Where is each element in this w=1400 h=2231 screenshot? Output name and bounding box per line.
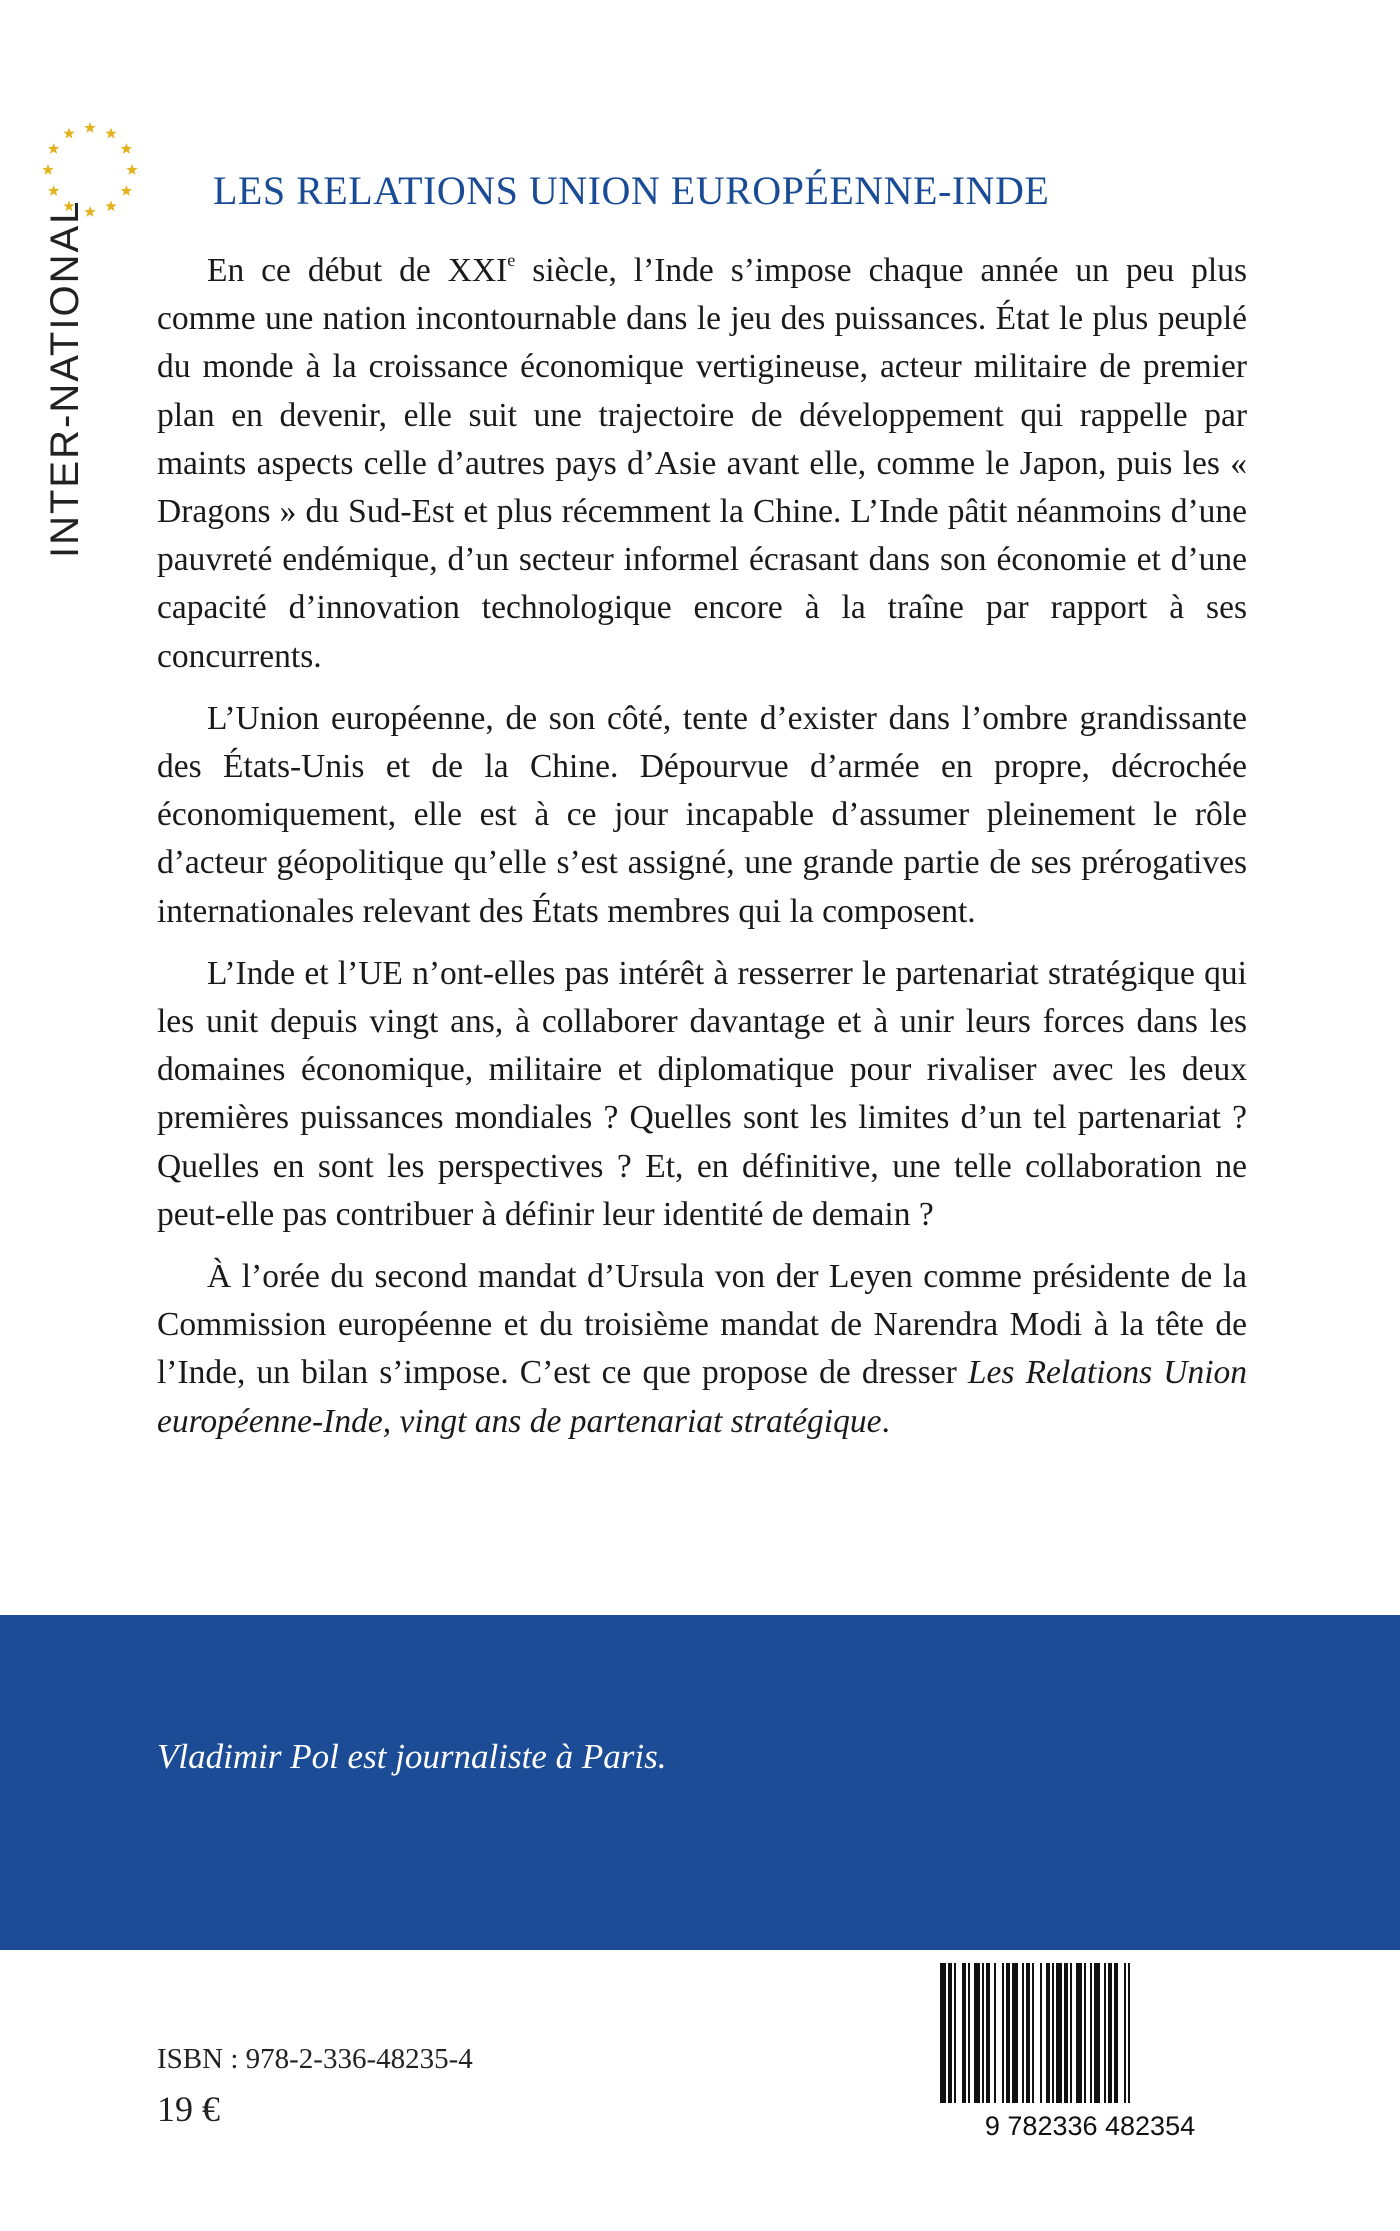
barcode-bar (1094, 1963, 1100, 2103)
barcode-bar (1114, 1963, 1118, 2103)
eu-star (126, 164, 137, 175)
barcode-bar (940, 1963, 946, 2103)
barcode-bar (954, 1963, 956, 2103)
barcode-bar (1076, 1963, 1082, 2103)
barcode-bar (974, 1963, 980, 2103)
eu-star (63, 128, 74, 139)
barcode-bar (1032, 1963, 1034, 2103)
barcode-bar (1046, 1963, 1050, 2103)
barcode-bar (962, 1963, 966, 2103)
author-note: Vladimir Pol est journaliste à Paris. (157, 1737, 667, 1776)
barcode-bar (994, 1963, 996, 2103)
paragraph-1: En ce début de XXIe siècle, l’Inde s’impose chaque année un peu plus comme une nation incontournable dans le jeu des puissances. État le plus peuplé du monde à la croissance économique vertigineuse, acteur militaire de premier plan en devenir, elle suit une trajectoire de développement qui rappelle par maints aspects celle d’autres pays d’Asie avant elle, comme le Japon, puis les « Dragons » du Sud-Est et plus récemment la Chine. L’Inde pâtit néanmoins d’une pauvreté endémique, d’un secteur informel écrasant dans son économie et d’une capacité d’innovation technologique encore à la traîne par rapport à ses concurrents. (157, 250, 1248, 675)
barcode-bar (982, 1963, 984, 2103)
barcode-bar (1026, 1963, 1030, 2103)
century-superscript: e (507, 250, 516, 270)
barcode-bar (1012, 1963, 1018, 2103)
barcode-bar (1128, 1963, 1130, 2103)
book-title-heading: LES RELATIONS UNION EUROPÉENNE-INDE (213, 168, 1050, 213)
eu-star (105, 128, 116, 139)
barcode-bar (1064, 1963, 1068, 2103)
barcode-bar (1124, 1963, 1126, 2103)
barcode-bar (1052, 1963, 1054, 2103)
paragraph-4: À l’orée du second mandat d’Ursula von der Leyen comme présidente de la Commission européenne et du troisième mandat de Narendra Modi à la tête de l’Inde, un bilan s’impose. C’est ce que propose de dresser Les Relations Union européenne-Inde, vingt ans de partenariat stratégique. (157, 1258, 1248, 1440)
eu-star (48, 185, 59, 196)
barcode-bar (1040, 1963, 1042, 2103)
barcode-icon (938, 1963, 1243, 2138)
series-name: INTER-NATIONAL (43, 199, 87, 558)
paragraph-3: L’Inde et l’UE n’ont-elles pas intérêt à resserrer le partenariat stratégique qui les unit depuis vingt ans, à collaborer davantage et à unir leurs forces dans les domaines économique, militaire et diplomatique pour rivaliser avec les deux premières puissances mondiales ? Quelles sont les limites d’un tel partenariat ? Quelles en sont les perspectives ? Et, en définitive, une telle collaboration ne peut-elle pas contribuer à définir leur identité de demain ? (157, 954, 1247, 1233)
barcode-bar (1084, 1963, 1086, 2103)
barcode-bar (1090, 1963, 1092, 2103)
barcode-bar (1056, 1963, 1062, 2103)
eu-star (105, 200, 116, 211)
barcode-bar (1006, 1963, 1010, 2103)
barcode-bar (1002, 1963, 1004, 2103)
barcode-bar (1108, 1963, 1112, 2103)
eu-star (48, 143, 59, 154)
author-band (0, 1615, 1400, 1950)
barcode-bar (968, 1963, 970, 2103)
book-title-italic: Les Relations Union européenne-Inde, vingt ans de partenariat stratégique (157, 1354, 1248, 1440)
paragraph-2: L’Union européenne, de son côté, tente d’exister dans l’ombre grandissante des États-Unis et de la Chine. Dépourvue d’armée en propre, décrochée économiquement, elle est à ce jour incapable d’assumer pleinement le rôle d’acteur géopolitique qu’elle s’est assigné, une grande partie de ses prérogatives internationales relevant des États membres qui la composent. (157, 699, 1247, 930)
eu-star (121, 143, 132, 154)
eu-star (121, 185, 132, 196)
eu-star (84, 122, 95, 133)
eu-star (42, 164, 53, 175)
barcode-bar (1070, 1963, 1072, 2103)
barcode-digits: 9 782336 482354 (984, 2111, 1196, 2138)
back-cover-blurb (157, 247, 1247, 1460)
isbn: ISBN : 978-2-336-48235-4 (157, 2043, 473, 2075)
barcode-bar (948, 1963, 952, 2103)
barcode-bar (1104, 1963, 1106, 2103)
price: 19 € (157, 2089, 220, 2129)
barcode-bar (986, 1963, 990, 2103)
barcode-bar (1022, 1963, 1024, 2103)
